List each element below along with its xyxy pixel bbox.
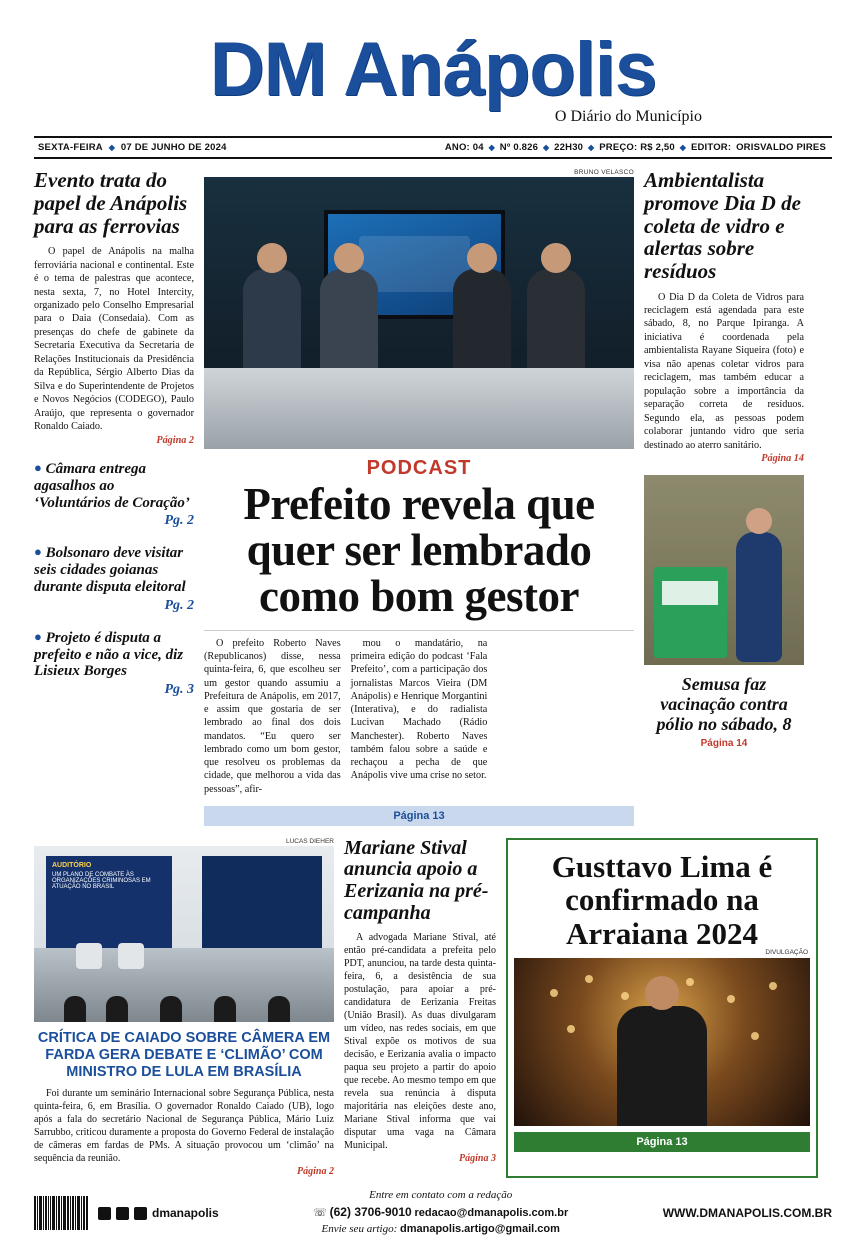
- main-photo: [204, 177, 634, 449]
- story-col-2: [351, 637, 488, 796]
- right-headline: Ambientalista promove Dia D de coleta de vidro e alertas sobre resíduos: [644, 168, 801, 283]
- left-bullet-list: [34, 461, 194, 698]
- infobar-time: 22H30: [554, 142, 584, 154]
- bullet-dot-icon: ●: [34, 460, 42, 475]
- bottom-left-headline: CRÍTICA DE CAIADO SOBRE CÂMERA EM FARDA GERA DEBATE E ‘CLIMÃO’ COM MINISTRO DE LULA EM BRASÍLIA: [37, 1029, 331, 1081]
- left-body: O papel de Anápolis na malha ferroviária nacional e continental. Este é o tema de palestras que acontece, nesta sexta, 7, no Hotel Intercity, organizado pelo Conselho Empresarial para o Daia (Consedaia). Com as presenças do chefe de gabinete da Secretaria Executiva da Secretaria de Relações Institucionais da Presidência da República, Sérgio Alberto Dias da Silva e do Superintendente de Projetos e Novos Negócios (CODEGO), Paulo Araújo, que representa o governador Ronaldo Caiado.: [34, 246, 194, 433]
- infobar-price: PREÇO: R$ 2,50: [599, 142, 675, 154]
- main-photo-credit: BRUNO VELASCO: [574, 169, 634, 177]
- presentation-slide: [46, 856, 172, 948]
- person-figure: [736, 532, 782, 662]
- instagram-icon[interactable]: [116, 1207, 129, 1220]
- glass-recycling-bin: [654, 567, 728, 658]
- contact-email: redacao@dmanapolis.com.br: [414, 1207, 569, 1220]
- infobar-number: Nº 0.826: [499, 142, 539, 154]
- whatsapp-icon: ☏: [313, 1207, 327, 1220]
- barcode: [34, 1196, 88, 1230]
- bullet-dot-icon: ●: [34, 544, 42, 560]
- left-page-ref: Página 2: [156, 434, 194, 446]
- infobar-editor-name: ORISVALDO PIRES: [736, 142, 826, 154]
- chair: [118, 943, 144, 969]
- diamond-icon: ◆: [588, 143, 595, 153]
- website-url[interactable]: WWW.DMANAPOLIS.COM.BR: [662, 1206, 832, 1221]
- studio-table: [204, 368, 634, 450]
- story-text: O prefeito Roberto Naves (Republicanos) disse, nessa quinta-feira, 6, que escolheu ser um gestor quando assumiu a Prefeitura de Anápolis, em 2017, e assim que gostaria de ser lembrado ao final dos dois mandatos. “Eu quero ser lembrado como um bom gestor, que resolveu os problemas da cidade, que melhorou a vida das pessoas”, afir-: [204, 637, 341, 795]
- kicker: PODCAST: [366, 457, 472, 480]
- info-bar-left: [38, 142, 230, 153]
- bottom-left-page-ref: Página 2: [297, 1166, 334, 1178]
- social-handle: dmanapolis: [152, 1206, 219, 1221]
- audience-head: [214, 996, 236, 1022]
- bottom-right-photo-credit: DIVULGAÇÃO: [765, 949, 808, 957]
- diamond-icon: ◆: [679, 143, 687, 153]
- infobar-year: ANO: 04: [444, 142, 484, 154]
- infobar-weekday: SEXTA-FEIRA: [38, 142, 103, 154]
- seminar-photo: [34, 846, 334, 1022]
- bullet-text: Câmara entrega agasalhos ao ‘Voluntários de Coração’: [34, 461, 190, 511]
- masthead-subtitle: O Diário do Município: [554, 108, 702, 126]
- bullet-headline: [34, 461, 194, 511]
- bottom-left-body: Foi durante um seminário Internacional sobre Segurança Pública, nesta quinta-feira, 6, em Brasília. O governador Ronaldo Caiado (UB), logo após a fala do secretário Nacional de Segurança Pública, Mário Luiz Sarrubbo, criticou duramente a proposta do Governo Federal de instalação de câmeras em fardas de PMs. A situação provocou um ‘climão’ na sequência da reunião.: [34, 1088, 334, 1165]
- bullet-text: Projeto é disputa a prefeito e não a vice, diz Lisieux Borges: [34, 629, 184, 680]
- bottom-mid-page-ref: Página 3: [459, 1153, 496, 1165]
- bullet-headline: [34, 545, 194, 595]
- social-links[interactable]: [98, 1206, 219, 1220]
- person-figure: [617, 1006, 707, 1126]
- facebook-icon[interactable]: [98, 1207, 111, 1220]
- contact-block: [219, 1188, 663, 1238]
- audience-head: [160, 996, 182, 1022]
- send-email: dmanapolis.artigo@gmail.com: [400, 1223, 560, 1236]
- environmentalist-photo: [644, 475, 804, 665]
- center-column: [204, 169, 634, 826]
- semusa-headline: Semusa faz vacinação contra pólio no sábado, 8: [656, 674, 792, 735]
- bottom-mid-story: [344, 838, 496, 1178]
- main-page-ref-bar[interactable]: Página 13: [204, 806, 634, 826]
- bottom-right-page-ref-bar[interactable]: Página 13: [514, 1132, 810, 1152]
- right-page-ref: Página 14: [761, 452, 804, 464]
- bottom-mid-headline: Mariane Stival anuncia apoio a Eerizania na pré-campanha: [344, 836, 489, 924]
- bullet-text: Bolsonaro deve visitar seis cidades goianas durante disputa eleitoral: [34, 545, 186, 595]
- audience-head: [268, 996, 290, 1022]
- presentation-slide-secondary: [202, 856, 322, 948]
- bottom-left-photo-credit: LUCAS DIEHER: [285, 837, 334, 845]
- bottom-left-story: [34, 838, 334, 1178]
- bottom-section: [34, 838, 832, 1178]
- bullet-page-ref: Pg. 2: [164, 513, 194, 529]
- bullet-page-ref: Pg. 2: [164, 597, 194, 613]
- bullet-page-ref: Pg. 3: [164, 682, 194, 698]
- page-title: Prefeito revela que quer ser lembrado como bom gestor: [243, 479, 595, 621]
- slide-subtitle: UM PLANO DE COMBATE ÀS ORGANIZAÇÕES CRIMINOSAS EM ATUAÇÃO NO BRASIL: [52, 872, 151, 891]
- right-body: O Dia D da Coleta de Vidros para reciclagem está agendada para este sábado, 8, no Parque Ipiranga. A iniciativa é coordenada pela ambientalista Rayane Siqueira (foto) e visa não apenas coletar vidros para reciclagem, mas também educar a população sobre a importância da separação correta de resíduos. Segundo ela, as pessoas podem colaborar juntando vidro que seria destinado ao aterro sanitário.: [644, 291, 804, 451]
- slide-title: AUDITÓRIO: [52, 862, 92, 870]
- contact-title: Entre em contato com a redação: [369, 1189, 513, 1202]
- bottom-right-headline: Gusttavo Lima é confirmado na Arraiana 2024: [551, 848, 773, 951]
- singer-photo: [514, 958, 810, 1126]
- main-grid: [34, 169, 832, 826]
- list-item[interactable]: [34, 630, 194, 698]
- left-column: [34, 169, 194, 826]
- bullet-headline: [34, 630, 194, 680]
- diamond-icon: ◆: [488, 143, 495, 153]
- bin-label: [662, 581, 718, 605]
- bottom-mid-body: A advogada Mariane Stival, até então pré-candidata a prefeita pelo PDT, anunciou, na tarde desta quinta-feira, 6, a desistência de sua postulação, para apoiar a pré-candidatura de Eerizania Freitas (União Brasil). As duas divulgaram um vídeo, nas redes sociais, em que Stival expõe os motivos de sua decisão, e Eerizania avalia o impacto paqua seu projeto a partir do apoio que recebe. Ao mesmo tempo em que revela sua renúncia à disputa majoritária nas eleições deste ano, Mariane Stival informa que vai disputar uma vaga na Câmara Municipal.: [344, 932, 496, 1152]
- list-item[interactable]: [34, 545, 194, 613]
- info-bar: [34, 136, 832, 159]
- left-headline: Evento trata do papel de Anápolis para as ferrovias: [34, 168, 188, 238]
- audience-head: [106, 996, 128, 1022]
- footer: [34, 1188, 832, 1238]
- chair: [76, 943, 102, 969]
- masthead: [34, 0, 832, 126]
- main-story-body: [204, 630, 634, 796]
- story-col-1: [204, 637, 341, 796]
- right-column: [644, 169, 804, 826]
- bottom-right-story: [506, 838, 818, 1178]
- youtube-icon[interactable]: [134, 1207, 147, 1220]
- semusa-page-ref: Página 14: [700, 737, 748, 749]
- infobar-date: 07 DE JUNHO DE 2024: [120, 142, 227, 154]
- diamond-icon: ◆: [108, 143, 116, 153]
- send-label: Envie seu artigo:: [321, 1223, 398, 1236]
- list-item[interactable]: [34, 461, 194, 529]
- diamond-icon: ◆: [542, 143, 550, 153]
- audience-head: [64, 996, 86, 1022]
- contact-phone: (62) 3706-9010: [329, 1205, 412, 1220]
- masthead-title: DM Anápolis: [209, 27, 657, 112]
- story-text: mou o mandatário, na primeira edição do podcast ‘Fala Prefeito’, com a participação dos jornalistas Marcos Vieira (DM Anápolis) e Henrique Morgantini (Interativa), e do radialista Lucivan Machado (Rádio Manchester). Roberto Naves também falou sobre a saúde e rechaçou a pecha de que Anápolis vive uma crise no setor.: [350, 637, 488, 782]
- infobar-editor-label: EDITOR:: [690, 142, 732, 154]
- info-bar-right: [445, 142, 828, 153]
- story-col-3: [497, 637, 634, 796]
- bullet-dot-icon: ●: [34, 628, 42, 644]
